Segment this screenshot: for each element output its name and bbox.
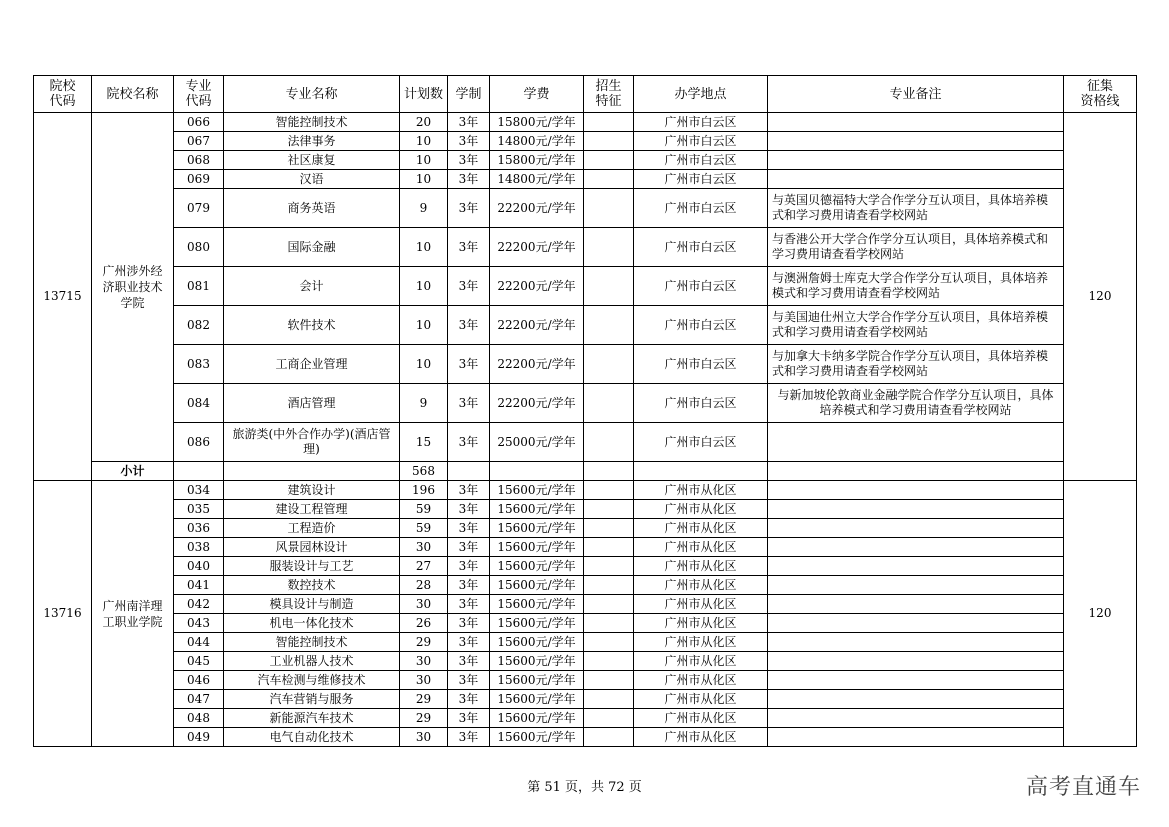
major-name-cell: 旅游类(中外合作办学)(酒店管理): [224, 423, 400, 462]
duration-cell: 3年: [448, 423, 490, 462]
table-row: [34, 690, 1137, 709]
header-plan: 计划数: [400, 76, 448, 113]
major-name-cell: 软件技术: [224, 306, 400, 345]
location-cell: 广州市从化区: [634, 709, 768, 728]
table-row: [34, 423, 1137, 462]
empty-cell: [634, 462, 768, 481]
location-cell: 广州市从化区: [634, 576, 768, 595]
fee-cell: 15600元/学年: [490, 519, 584, 538]
duration-cell: 3年: [448, 306, 490, 345]
table-row: [34, 709, 1137, 728]
location-cell: 广州市白云区: [634, 384, 768, 423]
fee-cell: 22200元/学年: [490, 189, 584, 228]
table-row: [34, 633, 1137, 652]
major-code-cell: 048: [174, 709, 224, 728]
note-cell: [768, 614, 1064, 633]
fee-cell: 22200元/学年: [490, 228, 584, 267]
location-cell: 广州市从化区: [634, 595, 768, 614]
fee-cell: 15600元/学年: [490, 652, 584, 671]
major-code-cell: 049: [174, 728, 224, 747]
note-cell: 与澳洲詹姆士库克大学合作学分互认项目，具体培养模式和学习费用请查看学校网站: [768, 267, 1064, 306]
duration-cell: 3年: [448, 151, 490, 170]
note-cell: [768, 132, 1064, 151]
header-major-code: 专业 代码: [174, 76, 224, 113]
feature-cell: [584, 151, 634, 170]
feature-cell: [584, 384, 634, 423]
location-cell: 广州市白云区: [634, 228, 768, 267]
fee-cell: 15600元/学年: [490, 728, 584, 747]
empty-cell: [448, 462, 490, 481]
note-cell: [768, 500, 1064, 519]
feature-cell: [584, 267, 634, 306]
fee-cell: 15600元/学年: [490, 595, 584, 614]
fee-cell: 22200元/学年: [490, 345, 584, 384]
header-school-code: 院校 代码: [34, 76, 92, 113]
fee-cell: 15600元/学年: [490, 557, 584, 576]
major-code-cell: 080: [174, 228, 224, 267]
duration-cell: 3年: [448, 113, 490, 132]
major-code-cell: 084: [174, 384, 224, 423]
fee-cell: 15600元/学年: [490, 500, 584, 519]
feature-cell: [584, 113, 634, 132]
table-row: [34, 576, 1137, 595]
major-name-cell: 新能源汽车技术: [224, 709, 400, 728]
header-row: [34, 76, 1137, 113]
feature-cell: [584, 538, 634, 557]
location-cell: 广州市白云区: [634, 423, 768, 462]
major-code-cell: 042: [174, 595, 224, 614]
major-code-cell: 079: [174, 189, 224, 228]
fee-cell: 15600元/学年: [490, 690, 584, 709]
table-row: [34, 151, 1137, 170]
header-feature: 招生 特征: [584, 76, 634, 113]
note-cell: [768, 538, 1064, 557]
location-cell: 广州市从化区: [634, 728, 768, 747]
subtotal-value: 568: [400, 462, 448, 481]
table-row: [34, 481, 1137, 500]
subtotal-row: [34, 462, 1137, 481]
table-row: [34, 170, 1137, 189]
major-name-cell: 模具设计与制造: [224, 595, 400, 614]
duration-cell: 3年: [448, 519, 490, 538]
feature-cell: [584, 709, 634, 728]
plan-cell: 28: [400, 576, 448, 595]
fee-cell: 15600元/学年: [490, 709, 584, 728]
location-cell: 广州市白云区: [634, 345, 768, 384]
school-name-cell: 广州涉外经济职业技术学院: [92, 113, 174, 462]
plan-cell: 196: [400, 481, 448, 500]
plan-cell: 27: [400, 557, 448, 576]
fee-cell: 22200元/学年: [490, 306, 584, 345]
duration-cell: 3年: [448, 189, 490, 228]
major-name-cell: 社区康复: [224, 151, 400, 170]
duration-cell: 3年: [448, 384, 490, 423]
fee-cell: 15600元/学年: [490, 633, 584, 652]
location-cell: 广州市从化区: [634, 633, 768, 652]
major-name-cell: 智能控制技术: [224, 633, 400, 652]
feature-cell: [584, 228, 634, 267]
location-cell: 广州市白云区: [634, 170, 768, 189]
duration-cell: 3年: [448, 132, 490, 151]
major-code-cell: 069: [174, 170, 224, 189]
major-name-cell: 法律事务: [224, 132, 400, 151]
feature-cell: [584, 481, 634, 500]
duration-cell: 3年: [448, 690, 490, 709]
note-cell: [768, 595, 1064, 614]
table-row: [34, 228, 1137, 267]
major-name-cell: 工商企业管理: [224, 345, 400, 384]
feature-cell: [584, 500, 634, 519]
major-name-cell: 工业机器人技术: [224, 652, 400, 671]
major-code-cell: 081: [174, 267, 224, 306]
plan-cell: 9: [400, 384, 448, 423]
plan-cell: 59: [400, 500, 448, 519]
location-cell: 广州市白云区: [634, 151, 768, 170]
table-row: [34, 538, 1137, 557]
plan-cell: 29: [400, 709, 448, 728]
note-cell: [768, 576, 1064, 595]
major-code-cell: 045: [174, 652, 224, 671]
major-name-cell: 建设工程管理: [224, 500, 400, 519]
empty-cell: [224, 462, 400, 481]
location-cell: 广州市白云区: [634, 132, 768, 151]
plan-cell: 9: [400, 189, 448, 228]
empty-cell: [584, 462, 634, 481]
empty-cell: [768, 462, 1064, 481]
school-code-cell: 13715: [34, 113, 92, 481]
table-row: [34, 189, 1137, 228]
feature-cell: [584, 652, 634, 671]
location-cell: 广州市从化区: [634, 614, 768, 633]
duration-cell: 3年: [448, 576, 490, 595]
major-name-cell: 电气自动化技术: [224, 728, 400, 747]
feature-cell: [584, 345, 634, 384]
major-name-cell: 建筑设计: [224, 481, 400, 500]
admissions-table: [33, 75, 1137, 747]
duration-cell: 3年: [448, 228, 490, 267]
duration-cell: 3年: [448, 500, 490, 519]
major-name-cell: 服装设计与工艺: [224, 557, 400, 576]
major-code-cell: 036: [174, 519, 224, 538]
header-school-name: 院校名称: [92, 76, 174, 113]
duration-cell: 3年: [448, 595, 490, 614]
plan-cell: 30: [400, 595, 448, 614]
watermark-text: 高考直通车: [1025, 775, 1141, 800]
note-cell: [768, 519, 1064, 538]
note-cell: [768, 671, 1064, 690]
plan-cell: 10: [400, 151, 448, 170]
major-name-cell: 商务英语: [224, 189, 400, 228]
table-row: [34, 557, 1137, 576]
major-name-cell: 数控技术: [224, 576, 400, 595]
major-code-cell: 082: [174, 306, 224, 345]
major-code-cell: 083: [174, 345, 224, 384]
major-name-cell: 工程造价: [224, 519, 400, 538]
note-cell: [768, 709, 1064, 728]
plan-cell: 10: [400, 228, 448, 267]
table-row: [34, 519, 1137, 538]
location-cell: 广州市从化区: [634, 557, 768, 576]
major-code-cell: 068: [174, 151, 224, 170]
location-cell: 广州市白云区: [634, 267, 768, 306]
fee-cell: 14800元/学年: [490, 132, 584, 151]
major-name-cell: 机电一体化技术: [224, 614, 400, 633]
major-code-cell: 067: [174, 132, 224, 151]
note-cell: [768, 690, 1064, 709]
feature-cell: [584, 633, 634, 652]
duration-cell: 3年: [448, 671, 490, 690]
fee-cell: 15600元/学年: [490, 576, 584, 595]
duration-cell: 3年: [448, 633, 490, 652]
feature-cell: [584, 132, 634, 151]
major-code-cell: 040: [174, 557, 224, 576]
table-row: [34, 728, 1137, 747]
major-code-cell: 046: [174, 671, 224, 690]
note-cell: [768, 423, 1064, 462]
feature-cell: [584, 557, 634, 576]
plan-cell: 10: [400, 170, 448, 189]
plan-cell: 26: [400, 614, 448, 633]
header-notes: 专业备注: [768, 76, 1064, 113]
major-name-cell: 酒店管理: [224, 384, 400, 423]
plan-cell: 10: [400, 306, 448, 345]
feature-cell: [584, 423, 634, 462]
major-code-cell: 047: [174, 690, 224, 709]
major-name-cell: 国际金融: [224, 228, 400, 267]
note-cell: [768, 151, 1064, 170]
plan-cell: 29: [400, 633, 448, 652]
major-code-cell: 041: [174, 576, 224, 595]
fee-cell: 14800元/学年: [490, 170, 584, 189]
major-code-cell: 035: [174, 500, 224, 519]
duration-cell: 3年: [448, 728, 490, 747]
plan-cell: 15: [400, 423, 448, 462]
duration-cell: 3年: [448, 170, 490, 189]
major-code-cell: 043: [174, 614, 224, 633]
duration-cell: 3年: [448, 709, 490, 728]
empty-cell: [490, 462, 584, 481]
note-cell: 与加拿大卡纳多学院合作学分互认项目，具体培养模式和学习费用请查看学校网站: [768, 345, 1064, 384]
duration-cell: 3年: [448, 652, 490, 671]
plan-cell: 30: [400, 671, 448, 690]
header-duration: 学制: [448, 76, 490, 113]
major-code-cell: 086: [174, 423, 224, 462]
plan-cell: 10: [400, 132, 448, 151]
duration-cell: 3年: [448, 538, 490, 557]
plan-cell: 10: [400, 345, 448, 384]
table-row: [34, 306, 1137, 345]
note-cell: 与新加坡伦敦商业金融学院合作学分互认项目，具体培养模式和学习费用请查看学校网站: [768, 384, 1064, 423]
note-cell: [768, 633, 1064, 652]
duration-cell: 3年: [448, 481, 490, 500]
major-name-cell: 风景园林设计: [224, 538, 400, 557]
duration-cell: 3年: [448, 557, 490, 576]
note-cell: 与英国贝德福特大学合作学分互认项目，具体培养模式和学习费用请查看学校网站: [768, 189, 1064, 228]
fee-cell: 25000元/学年: [490, 423, 584, 462]
note-cell: [768, 652, 1064, 671]
feature-cell: [584, 728, 634, 747]
table-row: [34, 113, 1137, 132]
duration-cell: 3年: [448, 614, 490, 633]
note-cell: [768, 113, 1064, 132]
note-cell: 与美国迪仕州立大学合作学分互认项目，具体培养模式和学习费用请查看学校网站: [768, 306, 1064, 345]
feature-cell: [584, 576, 634, 595]
note-cell: [768, 481, 1064, 500]
fee-cell: 15600元/学年: [490, 671, 584, 690]
major-name-cell: 会计: [224, 267, 400, 306]
location-cell: 广州市白云区: [634, 189, 768, 228]
plan-cell: 59: [400, 519, 448, 538]
major-code-cell: 066: [174, 113, 224, 132]
major-code-cell: 034: [174, 481, 224, 500]
major-code-cell: 038: [174, 538, 224, 557]
table-row: [34, 614, 1137, 633]
page-number: 第 51 页，共 72 页: [527, 780, 642, 795]
feature-cell: [584, 595, 634, 614]
feature-cell: [584, 690, 634, 709]
plan-cell: 30: [400, 652, 448, 671]
major-name-cell: 汉语: [224, 170, 400, 189]
fee-cell: 15600元/学年: [490, 481, 584, 500]
location-cell: 广州市白云区: [634, 306, 768, 345]
header-location: 办学地点: [634, 76, 768, 113]
duration-cell: 3年: [448, 267, 490, 306]
table-row: [34, 671, 1137, 690]
location-cell: 广州市从化区: [634, 652, 768, 671]
fee-cell: 15600元/学年: [490, 538, 584, 557]
location-cell: 广州市从化区: [634, 519, 768, 538]
location-cell: 广州市从化区: [634, 500, 768, 519]
subtotal-label: 小计: [92, 462, 174, 481]
table-row: [34, 595, 1137, 614]
note-cell: [768, 170, 1064, 189]
fee-cell: 15800元/学年: [490, 113, 584, 132]
header-major-name: 专业名称: [224, 76, 400, 113]
header-fee: 学费: [490, 76, 584, 113]
cutoff-cell: 120: [1064, 113, 1137, 481]
table-row: [34, 132, 1137, 151]
location-cell: 广州市从化区: [634, 538, 768, 557]
feature-cell: [584, 671, 634, 690]
feature-cell: [584, 614, 634, 633]
plan-cell: 10: [400, 267, 448, 306]
header-cutoff: 征集 资格线: [1064, 76, 1137, 113]
table-row: [34, 267, 1137, 306]
feature-cell: [584, 189, 634, 228]
location-cell: 广州市从化区: [634, 671, 768, 690]
duration-cell: 3年: [448, 345, 490, 384]
plan-cell: 30: [400, 538, 448, 557]
table-row: [34, 384, 1137, 423]
plan-cell: 29: [400, 690, 448, 709]
plan-cell: 30: [400, 728, 448, 747]
fee-cell: 22200元/学年: [490, 384, 584, 423]
fee-cell: 22200元/学年: [490, 267, 584, 306]
location-cell: 广州市从化区: [634, 481, 768, 500]
location-cell: 广州市白云区: [634, 113, 768, 132]
location-cell: 广州市从化区: [634, 690, 768, 709]
table-row: [34, 652, 1137, 671]
major-code-cell: 044: [174, 633, 224, 652]
major-name-cell: 智能控制技术: [224, 113, 400, 132]
fee-cell: 15800元/学年: [490, 151, 584, 170]
school-code-cell: 13716: [34, 481, 92, 747]
feature-cell: [584, 306, 634, 345]
major-name-cell: 汽车营销与服务: [224, 690, 400, 709]
feature-cell: [584, 519, 634, 538]
cutoff-cell: 120: [1064, 481, 1137, 747]
school-name-cell: 广州南洋理工职业学院: [92, 481, 174, 747]
fee-cell: 15600元/学年: [490, 614, 584, 633]
feature-cell: [584, 170, 634, 189]
empty-cell: [174, 462, 224, 481]
plan-cell: 20: [400, 113, 448, 132]
table-row: [34, 500, 1137, 519]
table-row: [34, 345, 1137, 384]
note-cell: 与香港公开大学合作学分互认项目，具体培养模式和学习费用请查看学校网站: [768, 228, 1064, 267]
note-cell: [768, 557, 1064, 576]
note-cell: [768, 728, 1064, 747]
major-name-cell: 汽车检测与维修技术: [224, 671, 400, 690]
